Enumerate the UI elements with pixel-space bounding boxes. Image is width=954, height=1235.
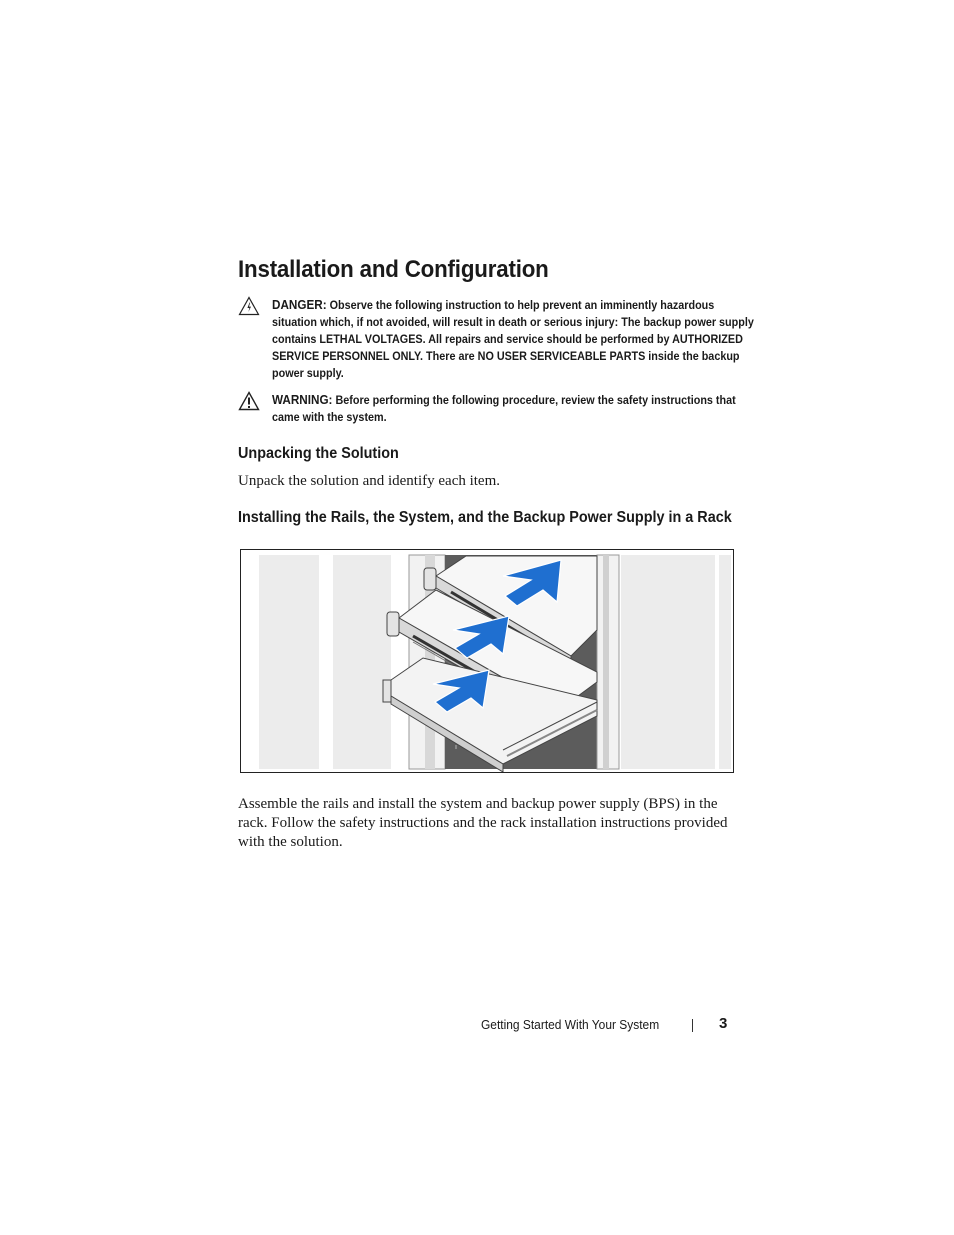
rack-illustration — [241, 550, 733, 772]
warning-notice — [238, 391, 738, 426]
rack-rail-right-inner — [603, 555, 609, 769]
section-heading-unpacking: Unpacking the Solution — [238, 445, 399, 462]
rack-installation-figure — [240, 549, 734, 773]
rack-post — [259, 555, 319, 769]
rack-post — [621, 555, 715, 769]
exclamation-triangle-icon — [238, 391, 260, 411]
danger-label: DANGER: — [272, 297, 327, 312]
warning-text: Before performing the following procedure, review the safety instructions that came with the system. — [272, 393, 736, 424]
danger-notice — [238, 296, 754, 382]
section-heading-installing: Installing the Rails, the System, and the Backup Power Supply in a Rack — [238, 509, 732, 526]
rack-post — [719, 555, 731, 769]
page-number: 3 — [719, 1015, 728, 1032]
rack-post — [333, 555, 391, 769]
section-body-installing: Assemble the rails and install the system and backup power supply (BPS) in the rack. Follow the safety instructions and the rack installation instructions provided with the solution. — [238, 796, 728, 850]
danger-text: Observe the following instruction to help prevent an imminently hazardous situation which, if not avoided, will result in death or serious injury: The backup power supply contains LETHAL VOLTAGES. All repairs and service should be performed by AUTHORIZED SERVICE PERSONNEL ONLY. There are NO USER SERVICEABLE PARTS inside the backup power supply. — [272, 298, 754, 380]
section-body-unpacking: Unpack the solution and identify each item. — [238, 473, 501, 489]
footer-title: Getting Started With Your System — [481, 1017, 660, 1032]
page-title: Installation and Configuration — [238, 256, 549, 283]
lightning-triangle-icon — [238, 296, 260, 316]
footer-separator — [692, 1019, 693, 1032]
warning-label: WARNING: — [272, 392, 333, 407]
